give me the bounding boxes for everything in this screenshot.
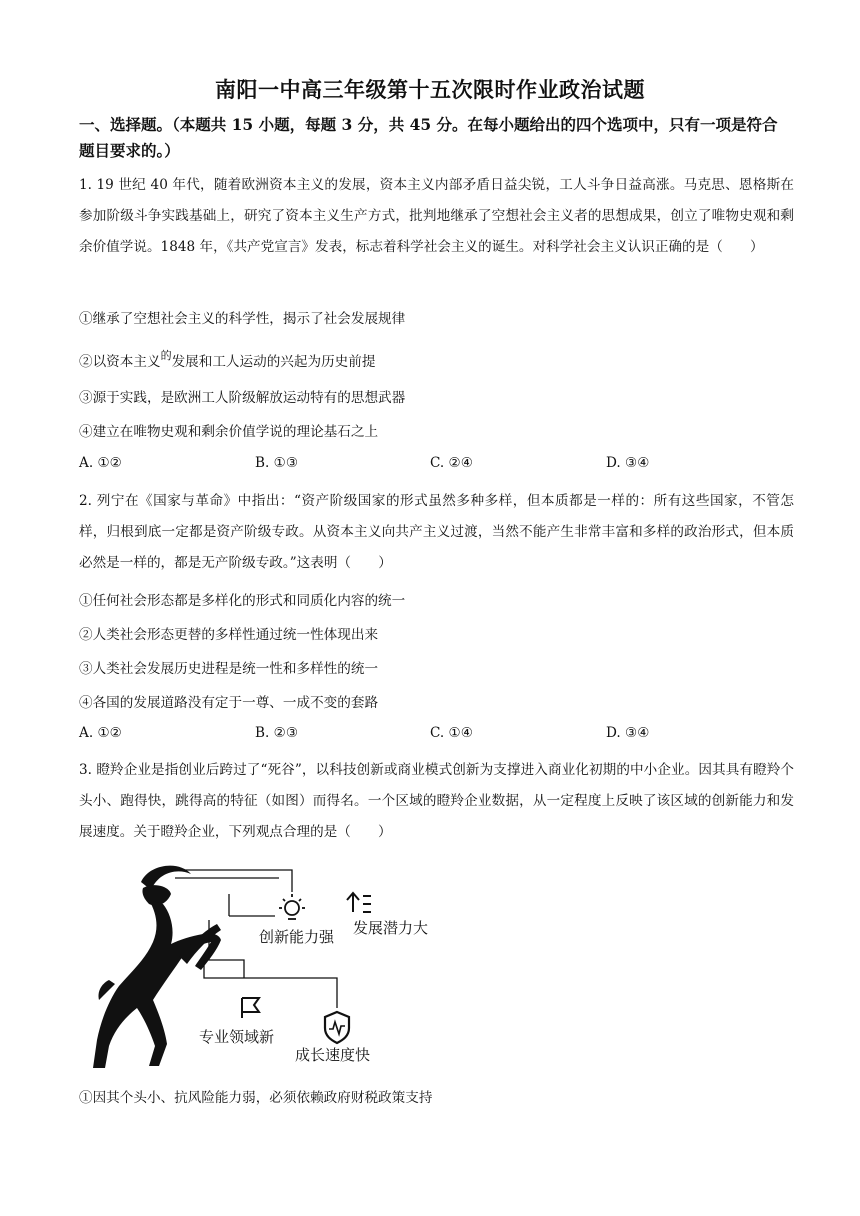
- question-3-item-1: ①因其个头小、抗风险能力弱，必须依赖政府财税政策支持: [79, 1090, 433, 1106]
- growth-arrow-icon: [347, 893, 371, 912]
- question-1-option-b: B. ①③: [255, 455, 299, 471]
- question-2-item-3: ③人类社会发展历史进程是统一性和多样性的统一: [79, 661, 379, 677]
- question-2-option-d: D. ③④: [606, 725, 650, 741]
- figure-label-new-field: 专业领域新: [199, 1028, 275, 1046]
- question-2-option-b: B. ②③: [255, 725, 299, 741]
- section-heading: 一、选择题。（本题共 15 小题，每题 3 分，共 45 分。在每小题给出的四个选项中，只有一项是符合题目要求的。）: [79, 115, 778, 160]
- gazelle-figure: [79, 860, 459, 1075]
- question-2-item-4: ④各国的发展道路没有定于一尊、一成不变的套路: [79, 695, 379, 711]
- question-1-item-3: ③源于实践，是欧洲工人阶级解放运动特有的思想武器: [79, 390, 406, 406]
- question-2-item-1: ①任何社会形态都是多样化的形式和同质化内容的统一: [79, 593, 406, 609]
- lightbulb-icon: [279, 894, 305, 919]
- superscript-text: 的: [160, 349, 172, 362]
- figure-label-growth: 成长速度快: [295, 1046, 371, 1064]
- question-1-option-a: A. ①②: [79, 455, 122, 471]
- figure-label-innovation: 创新能力强: [259, 928, 335, 946]
- pulse-shield-icon: [325, 1012, 349, 1043]
- flag-icon: [242, 998, 259, 1018]
- page-title: 南阳一中高三年级第十五次限时作业政治试题: [215, 77, 645, 102]
- question-1-option-c: C. ②④: [430, 455, 473, 471]
- question-1-item-4: ④建立在唯物史观和剩余价值学说的理论基石之上: [79, 424, 379, 440]
- question-2-option-a: A. ①②: [79, 725, 122, 741]
- question-1-item-1: ①继承了空想社会主义的科学性，揭示了社会发展规律: [79, 311, 406, 327]
- figure-label-potential: 发展潜力大: [353, 919, 429, 937]
- question-1-item-2: ②以资本主义$^的$发展和工人运动的兴起为历史前提: [79, 349, 376, 370]
- question-2-stem: 2. 列宁在《国家与革命》中指出：“资产阶级国家的形式虽然多种多样，但本质都是一样的：所有这些国家，不管怎样，归根到底一定都是资产阶级专政。从资本主义向共产主义过渡，当然不能产生非常丰富和多样的政治形式，但本质必然是一样的，都是无产阶级专政。”这表明（ ）: [79, 493, 794, 571]
- question-2-item-2: ②人类社会形态更替的多样性通过统一性体现出来: [79, 627, 379, 643]
- question-3-stem: 3. 瞪羚企业是指创业后跨过了“死谷”，以科技创新或商业模式创新为支撑进入商业化初期的中小企业。因其具有瞪羚个头小、跑得快，跳得高的特征（如图）而得名。一个区域的瞪羚企业数据，从一定程度上反映了该区域的创新能力和发展速度。关于瞪羚企业，下列观点合理的是（ ）: [79, 762, 794, 840]
- question-1-stem: 1. 19 世纪 40 年代，随着欧洲资本主义的发展，资本主义内部矛盾日益尖锐，工人斗争日益高涨。马克思、恩格斯在参加阶级斗争实践基础上，研究了资本主义生产方式，批判地继承了空想社会主义者的思想成果，创立了唯物史观和剩余价值学说。1848 年，《共产党宣言》发表，标志着科学社会主义的诞生。对科学社会主义认识正确的是（ ）: [79, 177, 794, 255]
- question-1-option-d: D. ③④: [606, 455, 650, 471]
- question-2-option-c: C. ①④: [430, 725, 473, 741]
